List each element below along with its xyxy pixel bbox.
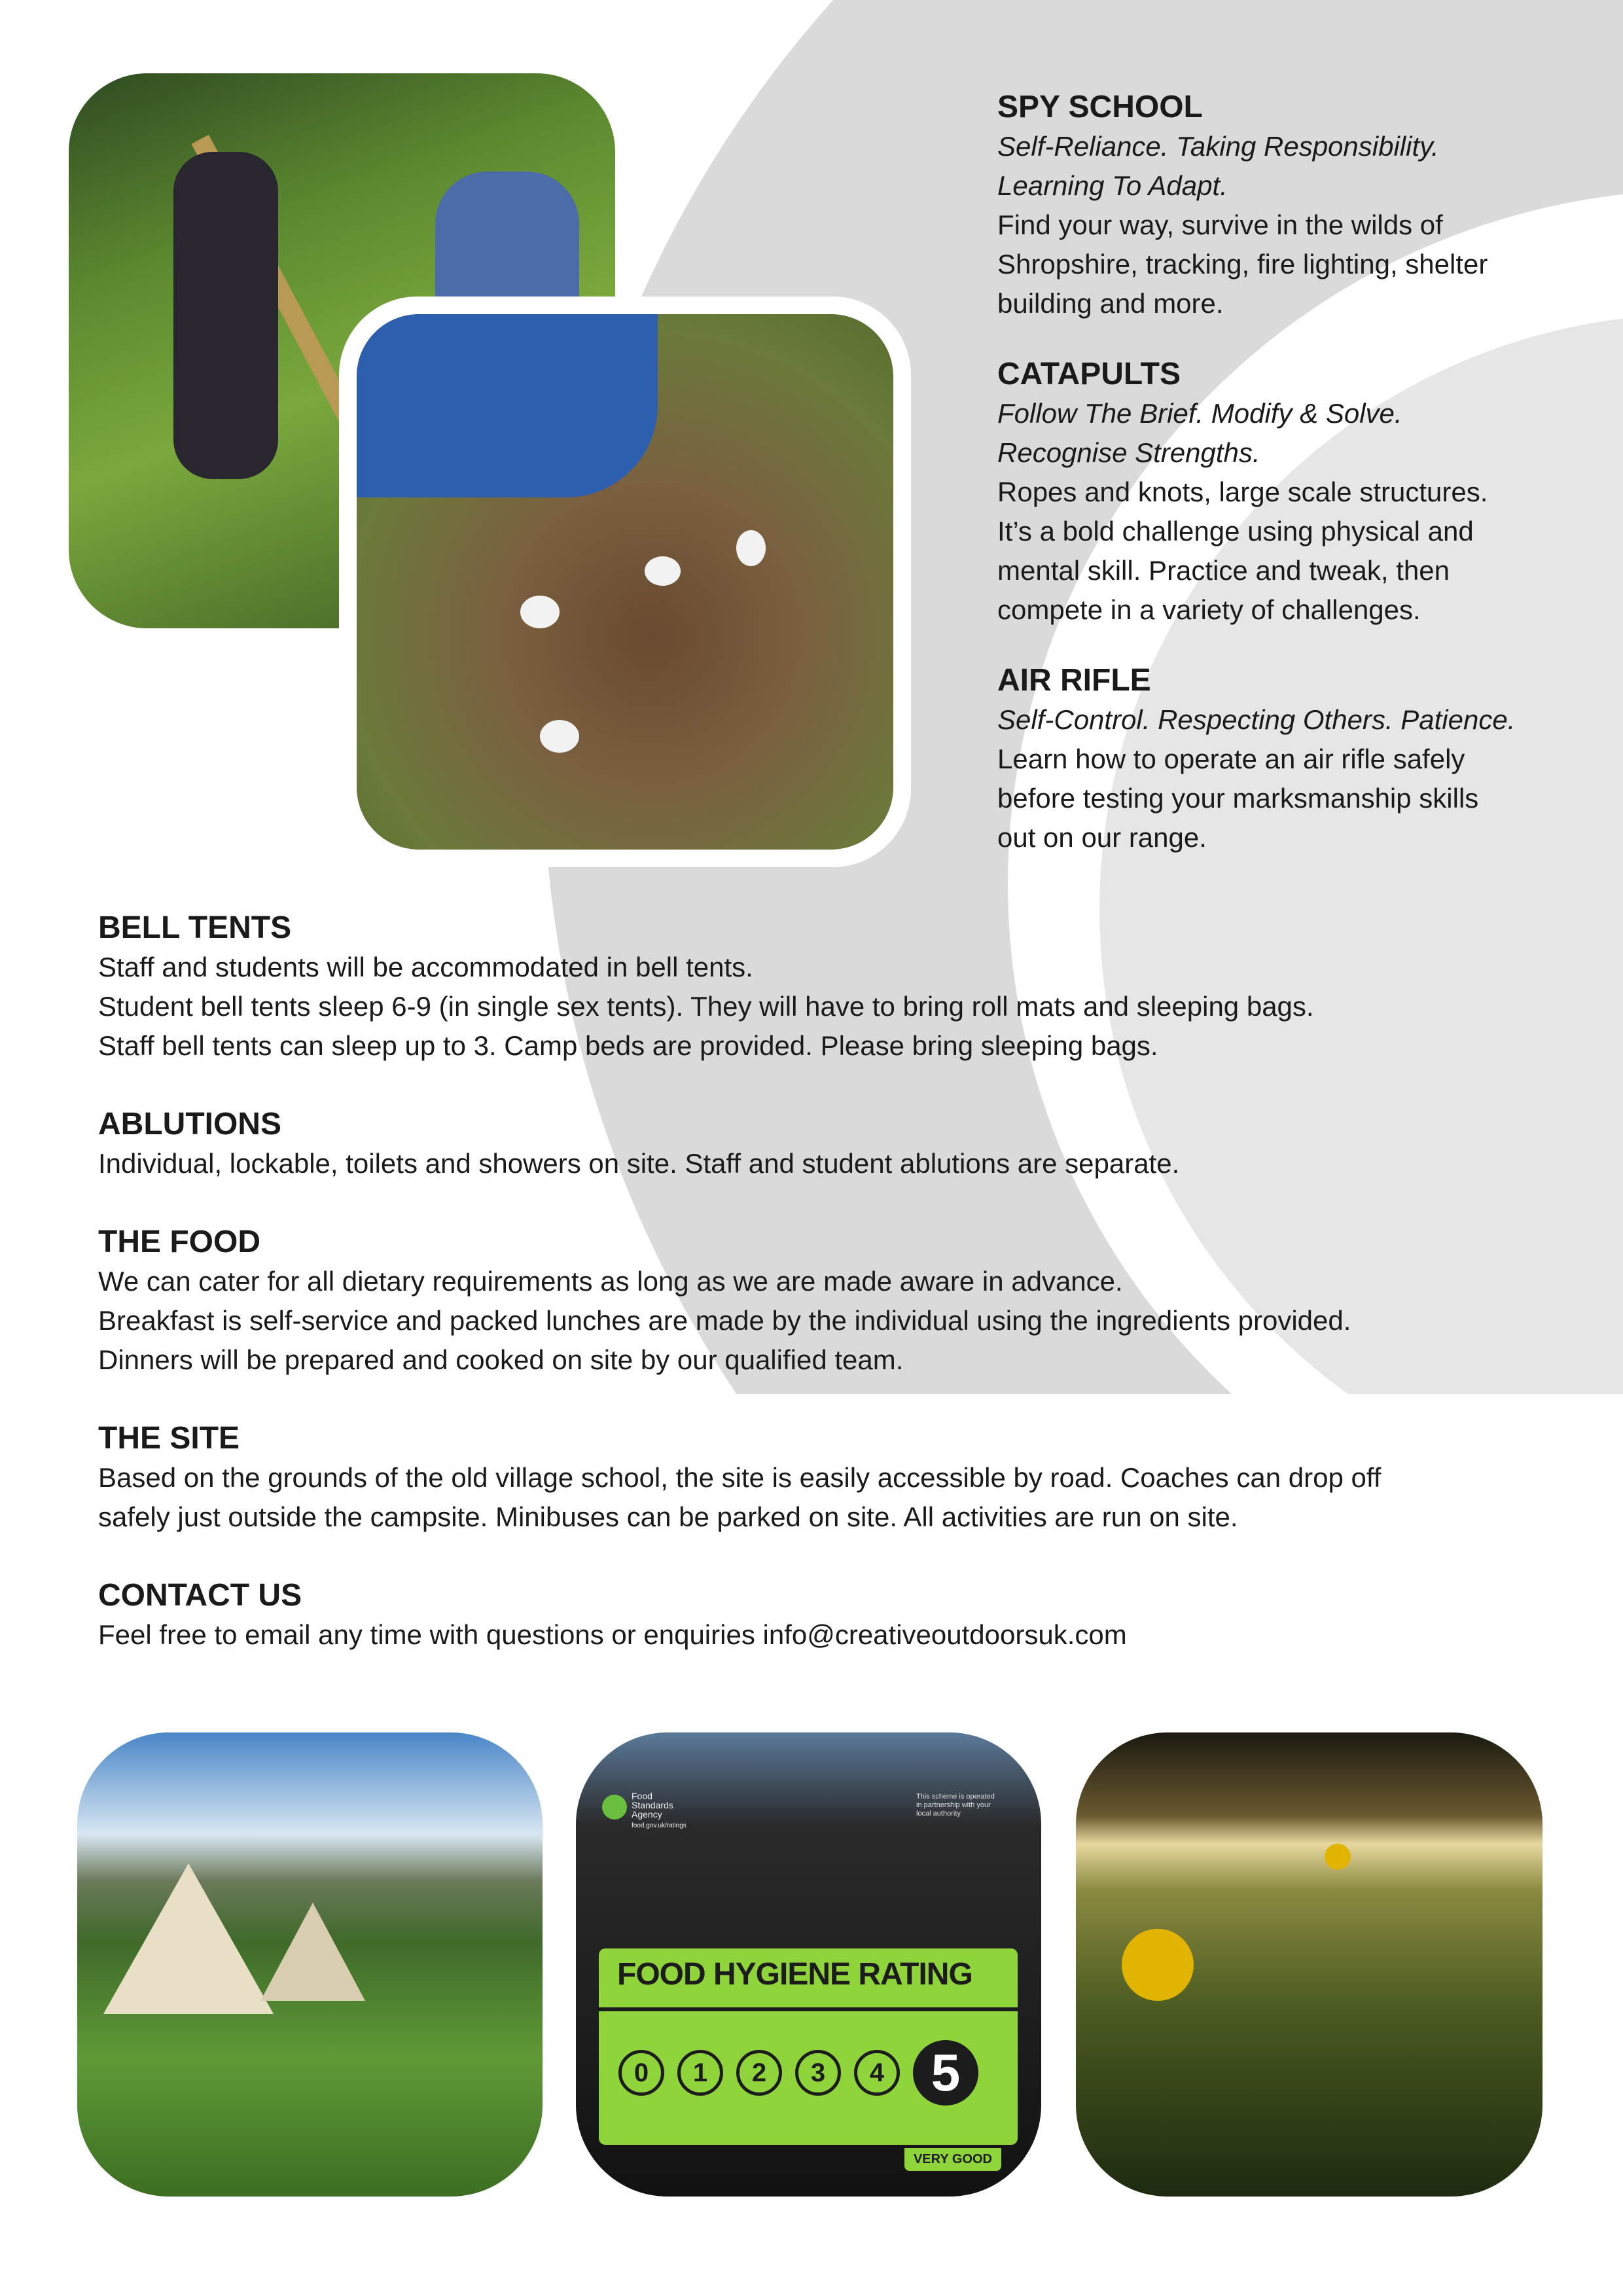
activity-body: compete in a variety of challenges. (997, 594, 1421, 625)
scheme-line: This scheme is operated (916, 1793, 995, 1801)
info-ablutions (98, 1105, 1571, 1183)
activity-tagline: Learning To Adapt. (997, 170, 1228, 201)
info-title: THE FOOD (98, 1225, 260, 1259)
activity-title: SPY SCHOOL (997, 90, 1203, 124)
activity-spy-school (997, 88, 1599, 323)
rating-1: 1 (677, 2050, 723, 2096)
agency-line: Food (632, 1791, 652, 1801)
info-the-site (98, 1419, 1571, 1537)
activity-body: Shropshire, tracking, fire lighting, shelter (997, 249, 1488, 279)
info-body: We can cater for all dietary requirements as long as we are made aware in advance. (98, 1266, 1123, 1297)
info-body: Staff and students will be accommodated in bell tents. (98, 952, 753, 982)
photo-food-hygiene-sign (576, 1732, 1041, 2197)
info-body: Breakfast is self-service and packed lunches are made by the individual using the ingredients provided. (98, 1305, 1351, 1336)
agency-line: Agency (632, 1809, 662, 1820)
activity-body: Learn how to operate an air rifle safely (997, 744, 1465, 774)
activity-body: mental skill. Practice and tweak, then (997, 555, 1450, 586)
info-sections (98, 908, 1571, 1655)
food-standards-logo (602, 1795, 627, 1820)
info-bell-tents (98, 908, 1571, 1066)
activities-column (997, 88, 1599, 857)
contact-text: Feel free to email any time with questions or enquiries info@creativeoutdoorsuk.com (98, 1619, 1127, 1650)
info-body: Student bell tents sleep 6-9 (in single sex tents). They will have to bring roll mats and sleeping bags. (98, 991, 1314, 1022)
activity-tagline: Self-Reliance. Taking Responsibility. (997, 131, 1439, 162)
activity-body: building and more. (997, 288, 1224, 319)
activity-body: out on our range. (997, 822, 1207, 853)
activity-title: AIR RIFLE (997, 663, 1151, 698)
activity-tagline: Recognise Strengths. (997, 437, 1260, 468)
info-the-food (98, 1223, 1571, 1380)
divider (599, 2007, 1018, 2011)
info-title: CONTACT US (98, 1578, 302, 1613)
food-hygiene-rating-panel (599, 1948, 1018, 2166)
photo-daffodils (1076, 1732, 1543, 2197)
rating-score: 5 (913, 2040, 978, 2106)
activity-tagline: Follow The Brief. Modify & Solve. (997, 398, 1402, 429)
agency-url: food.gov.uk/ratings (632, 1822, 687, 1829)
photo-fire-lighting (339, 296, 911, 867)
activity-title: CATAPULTS (997, 357, 1181, 391)
rating-label: VERY GOOD (904, 2148, 1001, 2171)
activity-body: Ropes and knots, large scale structures. (997, 476, 1488, 507)
info-body: Individual, lockable, toilets and showers on site. Staff and student ablutions are separate. (98, 1148, 1180, 1179)
photo-bell-tents (77, 1732, 543, 2197)
info-body: Based on the grounds of the old village school, the site is easily accessible by road. Coaches can drop off (98, 1462, 1382, 1493)
rating-4: 4 (854, 2050, 900, 2096)
scheme-note (916, 1793, 995, 1818)
rating-3: 3 (795, 2050, 841, 2096)
rating-2: 2 (736, 2050, 782, 2096)
info-body: Dinners will be prepared and cooked on site by our qualified team. (98, 1344, 904, 1375)
info-title: THE SITE (98, 1421, 240, 1456)
activity-body: It’s a bold challenge using physical and (997, 516, 1474, 547)
info-body: safely just outside the campsite. Minibuses can be parked on site. All activities are run on site. (98, 1501, 1238, 1532)
scheme-line: local authority (916, 1810, 961, 1818)
agency-name (632, 1791, 687, 1831)
activity-body: Find your way, survive in the wilds of (997, 209, 1443, 240)
info-contact-us (98, 1576, 1571, 1655)
rating-scale (618, 2040, 978, 2106)
agency-line: Standards (632, 1800, 673, 1810)
activity-catapults (997, 355, 1599, 630)
activity-air-rifle (997, 661, 1599, 857)
activity-tagline: Self-Control. Respecting Others. Patience. (997, 704, 1516, 735)
scheme-line: in partnership with your (916, 1801, 991, 1809)
rating-title: FOOD HYGIENE RATING (617, 1957, 972, 1992)
activity-body: before testing your marksmanship skills (997, 783, 1479, 814)
info-body: Staff bell tents can sleep up to 3. Camp beds are provided. Please bring sleeping bags. (98, 1030, 1158, 1061)
info-title: BELL TENTS (98, 910, 292, 945)
info-title: ABLUTIONS (98, 1107, 281, 1141)
rating-0: 0 (618, 2050, 664, 2096)
